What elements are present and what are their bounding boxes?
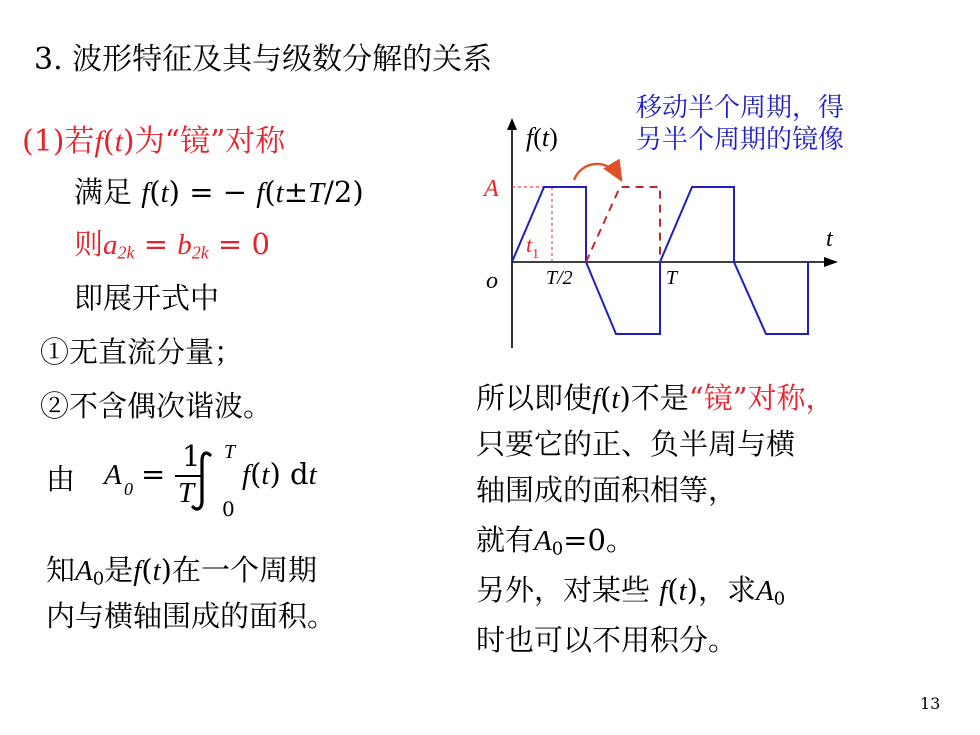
x-axis-arrow-icon	[824, 257, 838, 267]
right-line5-mid: ，求	[698, 573, 757, 607]
condition-t: t	[160, 177, 169, 209]
heading-suffix: 为“镜”对称	[134, 124, 286, 159]
right-line1-mid: 不是	[630, 381, 689, 415]
formula-one: 1	[182, 439, 201, 473]
conclusion-A: A	[75, 555, 93, 587]
annotation-line-1: 移动半个周期，得	[636, 93, 845, 123]
integrand-f: f	[242, 459, 251, 491]
result-prefix: 则	[74, 227, 104, 261]
slide-title: 3. 波形特征及其与级数分解的关系	[34, 42, 493, 77]
right-line-4	[476, 518, 635, 559]
integrand-dt: t	[308, 459, 317, 491]
half-period-label: T/2	[546, 267, 573, 289]
expansion-note: 即展开式中	[74, 281, 220, 315]
formula-T-denominator: T	[178, 477, 195, 509]
right-line5-A: A	[756, 575, 774, 607]
point-no-even-harmonics: ②不含偶次谐波。	[40, 389, 273, 423]
conclusion-prefix: 知	[46, 553, 76, 587]
right-line1-f: f	[592, 383, 601, 415]
right-line-1: 所以即使f(t)不是“镜”对称，	[476, 381, 835, 415]
y-axis-arrow-icon	[507, 118, 517, 130]
integrand-t: t	[261, 459, 270, 491]
result-a-sub: 2k	[117, 242, 135, 263]
waveform-figure	[470, 116, 850, 366]
mirror-symmetry-heading	[22, 116, 285, 160]
point-no-dc: ①无直流分量；	[40, 335, 244, 369]
result-b: b	[177, 229, 192, 261]
conclusion-A-sub: 0	[92, 568, 105, 590]
condition-t2: t	[275, 177, 284, 209]
period-label: T	[666, 267, 678, 289]
formula-eq: =	[141, 457, 166, 491]
right-line5-prefix: 另外，对某些	[476, 573, 660, 607]
integral-lower-limit: 0	[222, 497, 235, 521]
heading-prefix: (1)若	[22, 124, 95, 159]
formula-A-sub: 0	[124, 479, 133, 499]
result-a: a	[103, 229, 118, 261]
right-line1-t: t	[611, 383, 620, 415]
right-line1-highlight: “镜”对称，	[688, 381, 835, 415]
t1-label: $t_1$	[526, 232, 540, 262]
condition-f: f	[141, 177, 150, 209]
result-end: = 0	[208, 227, 270, 261]
condition-prefix: 满足	[74, 175, 142, 209]
formula-A: A	[104, 459, 122, 491]
symmetry-condition	[74, 170, 364, 211]
amplitude-label: A	[484, 176, 499, 202]
a0-formula	[46, 439, 376, 525]
formula-by: 由	[46, 462, 76, 496]
condition-mid: ) = −	[168, 175, 257, 209]
right-line4-prefix: 就有	[476, 523, 535, 557]
x-axis-label: t	[826, 226, 833, 252]
right-line5-f: f	[659, 575, 668, 607]
conclusion-t: t	[152, 555, 161, 587]
integral-upper-limit: T	[224, 441, 236, 463]
condition-f2: f	[256, 177, 265, 209]
page-number: 13	[920, 694, 941, 713]
formula-integrand: f(t) dt	[242, 457, 317, 491]
result-b-sub: 2k	[191, 242, 209, 263]
right-line5-t: t	[678, 575, 687, 607]
shift-arrow-icon	[574, 164, 620, 180]
condition-T: T	[308, 177, 325, 209]
right-line5-A-sub: 0	[773, 588, 786, 610]
right-line4-A-sub: 0	[551, 538, 564, 560]
heading-close: )	[122, 124, 135, 159]
right-line-6: 时也可以不用积分。	[476, 623, 738, 657]
y-axis-label: f(t)	[526, 123, 558, 152]
condition-end: /2)	[324, 175, 364, 209]
heading-f: f	[94, 125, 103, 158]
conclusion-f: f	[133, 555, 142, 587]
conclusion-suffix: 在一个周期	[171, 553, 317, 587]
conclusion-line-1: 知$A_0$是f(t)在一个周期	[46, 553, 317, 590]
right-line4-A: A	[534, 525, 552, 557]
annotation-line-2: 另半个周期的镜像	[636, 125, 845, 155]
right-line-3: 轴围成的面积相等，	[476, 473, 738, 507]
coefficient-result	[74, 222, 270, 263]
conclusion-line-2: 内与横轴围成的面积。	[46, 599, 337, 633]
right-line-2: 只要它的正、负半周与横	[476, 427, 796, 461]
mirror-segment	[586, 187, 660, 262]
right-line-5: 另外，对某些 f(t)，求$A_0$	[476, 573, 786, 610]
integral-sign-icon	[190, 449, 216, 513]
right-line1-prefix: 所以即使	[476, 381, 593, 415]
origin-label: o	[486, 268, 498, 294]
conclusion-mid: 是	[104, 553, 134, 587]
heading-open: (	[102, 124, 115, 159]
integrand-d: d	[290, 457, 309, 491]
condition-open: (	[149, 175, 161, 209]
condition-open2: (	[264, 175, 276, 209]
condition-pm: ±	[283, 175, 309, 209]
right-line4-suffix: =0。	[563, 523, 635, 557]
heading-t: t	[114, 125, 123, 158]
result-eq: =	[134, 227, 178, 261]
